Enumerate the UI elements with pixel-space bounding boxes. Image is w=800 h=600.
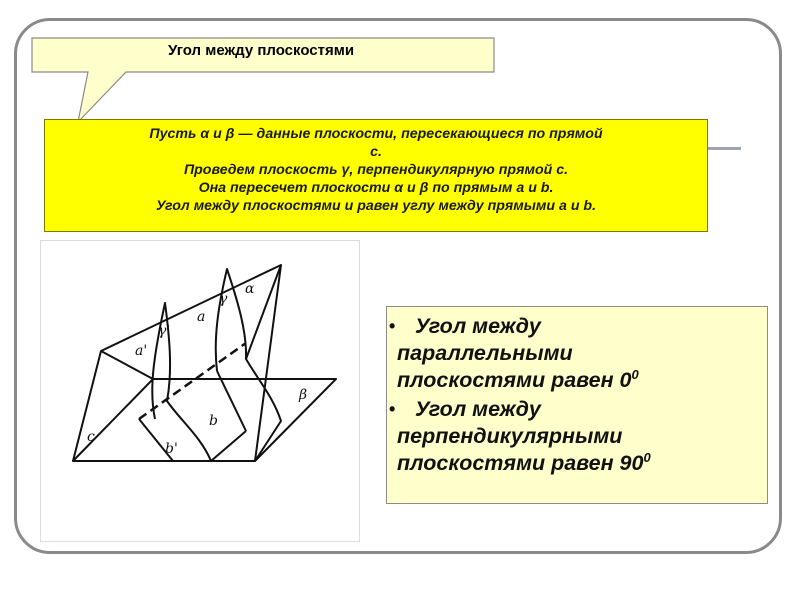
label-gamma: γ (219, 291, 228, 307)
label-c: c (87, 429, 95, 445)
definition-line-4: Она пересечет плоскости α и β по прямым a и b. (198, 180, 554, 196)
degree-superscript: 0 (631, 366, 639, 382)
planes-drawing (41, 241, 361, 543)
label-b-prime: b' (165, 441, 178, 457)
fact-parallel-lead: Угол между (415, 314, 541, 338)
fact-parallel (389, 313, 759, 394)
label-beta: β (299, 387, 308, 403)
decorative-line (708, 147, 741, 150)
slide-title: Угол между плоскостями (167, 42, 355, 59)
fact-perpendicular-lead: Угол между (415, 397, 541, 421)
fact-parallel-value: плоскостями равен 0 (397, 368, 632, 392)
definition-line-1: Пусть α и β — данные плоскости, пересекающиеся по прямой (149, 126, 603, 142)
definition-line-3: Проведем плоскость γ, перпендикулярную прямой с. (183, 162, 569, 178)
label-alpha: α (245, 281, 255, 297)
definition-line-2: с. (370, 144, 382, 160)
planes-diagram (40, 240, 360, 542)
fact-parallel-line-2: параллельными (397, 341, 573, 365)
label-gamma-prime: γ' (158, 323, 171, 339)
definition-line-5: Угол между плоскостями и равен углу между прямыми a и b. (155, 198, 597, 214)
bullet-icon: • (389, 316, 396, 336)
fact-perpendicular-line-3 (397, 450, 759, 477)
title-callout (28, 36, 498, 124)
facts-box (386, 306, 768, 504)
degree-superscript: 0 (643, 449, 651, 465)
fact-perpendicular-line-2: перпендикулярными (397, 424, 623, 448)
label-b: b (209, 413, 218, 429)
fact-parallel-line-3 (397, 367, 759, 394)
label-a-prime: a' (135, 343, 148, 359)
fact-perpendicular (389, 396, 759, 477)
fact-perpendicular-value: плоскостями равен 90 (397, 451, 644, 475)
definition-box (44, 119, 708, 232)
bullet-icon: • (389, 399, 396, 419)
label-a: a (197, 309, 206, 325)
